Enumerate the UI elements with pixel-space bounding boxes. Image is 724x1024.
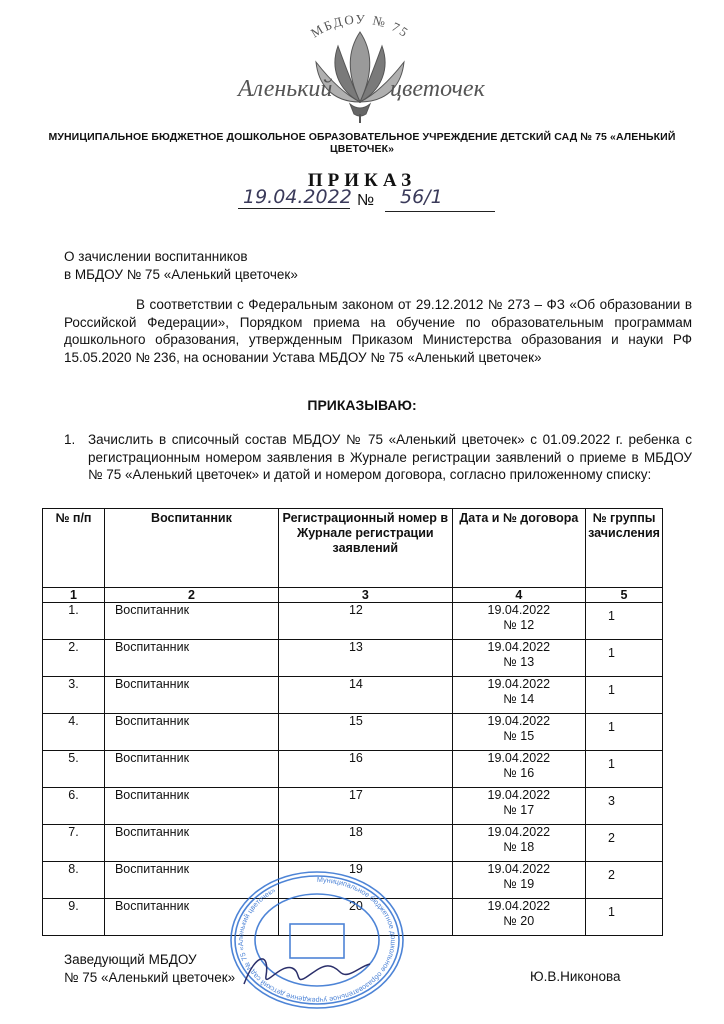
contract-cell [452,640,585,677]
logo-left-text: Аленький [238,76,333,102]
contract-number: № 19 [503,877,535,891]
column-number: 3 [278,588,452,603]
contract-date: 19.04.2022 [487,788,551,802]
group-cell: 1 [586,751,663,788]
contract-date: 19.04.2022 [487,862,551,876]
contract-cell [452,862,585,899]
student-cell: Воспитанник [104,714,278,751]
contract-cell [452,603,585,640]
registration-cell: 14 [278,677,452,714]
contract-date: 19.04.2022 [487,603,551,617]
table-row [43,825,663,862]
document-title: ПРИКАЗ [307,170,417,191]
contract-date: 19.04.2022 [487,714,551,728]
row-number: 3. [43,677,105,714]
header-group: № группы зачисления [586,509,663,588]
header-registration: Регистрационный номер в Журнале регистрации заявлений [278,509,452,588]
group-cell: 1 [586,603,663,640]
contract-number: № 16 [503,766,535,780]
contract-cell [452,788,585,825]
contract-date: 19.04.2022 [487,825,551,839]
signatory-line-1: Заведующий МБДОУ [64,952,197,967]
number-sign: № [357,192,375,209]
group-cell: 1 [586,640,663,677]
signatory-name: Ю.В.Никонова [530,969,621,984]
logo-right-text: цветочек [390,76,485,102]
registration-cell: 13 [278,640,452,677]
header-student: Воспитанник [104,509,278,588]
contract-number: № 18 [503,840,535,854]
row-number: 4. [43,714,105,751]
row-number: 7. [43,825,105,862]
registration-cell: 19 [278,862,452,899]
student-cell: Воспитанник [104,640,278,677]
contract-date: 19.04.2022 [487,640,551,654]
subject-line-2: в МБДОУ № 75 «Аленький цветочек» [64,267,298,282]
student-cell: Воспитанник [104,899,278,936]
group-cell: 1 [586,714,663,751]
table-column-numbers [43,588,663,603]
registration-cell: 16 [278,751,452,788]
student-cell: Воспитанник [104,603,278,640]
contract-cell [452,899,585,936]
header-number: № п/п [43,509,105,588]
table-row [43,677,663,714]
row-number: 1. [43,603,105,640]
order-item-1 [64,431,692,484]
group-cell: 3 [586,788,663,825]
handwritten-signature [236,946,376,996]
group-cell: 2 [586,862,663,899]
group-cell: 2 [586,825,663,862]
table-row [43,788,663,825]
preamble-text: В соответствии с Федеральным законом от 29.12.2012 № 273 – ФЗ «Об образовании в Российской Федерации», Порядком приема на обучение по образовательным программам дошкольного образования, утвержденным Приказом Министерства образования и науки РФ 15.05.2020 № 236, на основании Устава МБДОУ № 75 «Аленький цветочек» [64,297,692,365]
student-cell: Воспитанник [104,825,278,862]
item-number: 1. [64,432,76,447]
item-text: Зачислить в списочный состав МБДОУ № 75 «Аленький цветочек» с 01.09.2022 г. ребенка с регистрационным номером заявления в Журнале регистрации заявлений о приеме в МБДОУ № 75 «Аленький цветочек» и датой и номером договора, согласно приложенному списку: [88,432,692,482]
contract-date: 19.04.2022 [487,751,551,765]
table-header-row [43,509,663,588]
row-number: 2. [43,640,105,677]
order-word: ПРИКАЗЫВАЮ: [307,397,417,413]
column-number: 4 [452,588,585,603]
column-number: 5 [586,588,663,603]
contract-number: № 12 [503,618,535,632]
group-cell: 1 [586,677,663,714]
organization-name: МУНИЦИПАЛЬНОЕ БЮДЖЕТНОЕ ДОШКОЛЬНОЕ ОБРАЗОВАТЕЛЬНОЕ УЧРЕЖДЕНИЕ ДЕТСКИЙ САД № 75 «АЛЕНЬКИЙ ЦВЕТОЧЕК» [48,131,676,155]
order-subject [64,248,298,284]
registration-cell: 15 [278,714,452,751]
registration-cell: 20 [278,899,452,936]
contract-number: № 13 [503,655,535,669]
table-row [43,603,663,640]
table-row [43,714,663,751]
logo-top-text: МБДОУ № 75 [307,11,413,41]
table-row [43,640,663,677]
row-number: 5. [43,751,105,788]
student-cell: Воспитанник [104,862,278,899]
contract-cell [452,825,585,862]
order-number: 56/1 [400,186,443,208]
preamble [64,296,692,366]
number-underline [385,211,495,212]
kindergarten-logo [230,10,490,125]
column-number: 1 [43,588,105,603]
header-contract: Дата и № договора [452,509,585,588]
row-number: 8. [43,862,105,899]
row-number: 9. [43,899,105,936]
table-row [43,751,663,788]
contract-cell [452,714,585,751]
order-date: 19.04.2022 [243,186,352,208]
contract-cell [452,751,585,788]
contract-date: 19.04.2022 [487,677,551,691]
contract-cell [452,677,585,714]
row-number: 6. [43,788,105,825]
registration-cell: 17 [278,788,452,825]
registration-cell: 12 [278,603,452,640]
student-cell: Воспитанник [104,677,278,714]
group-cell: 1 [586,899,663,936]
contract-date: 19.04.2022 [487,899,551,913]
stamp-ring-text: Муниципальное бюджетное дошкольное образовательное учреждение детский сад № 75 «Аленький цветочек» [235,874,399,1006]
contract-number: № 17 [503,803,535,817]
student-cell: Воспитанник [104,788,278,825]
signatory-line-2: № 75 «Аленький цветочек» [64,970,236,985]
contract-number: № 20 [503,914,535,928]
date-underline [238,208,350,209]
subject-line-1: О зачислении воспитанников [64,249,248,264]
contract-number: № 15 [503,729,535,743]
signatory-title [64,951,235,987]
column-number: 2 [104,588,278,603]
contract-number: № 14 [503,692,535,706]
student-cell: Воспитанник [104,751,278,788]
registration-cell: 18 [278,825,452,862]
